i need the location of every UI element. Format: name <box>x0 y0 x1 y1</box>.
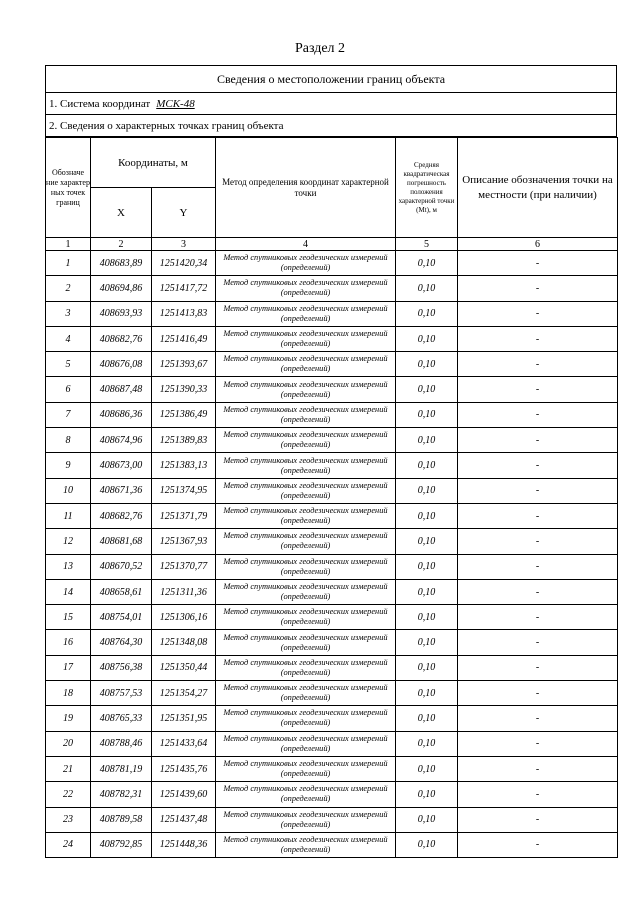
table-row <box>46 630 618 655</box>
coord-y: 1251417,72 <box>152 276 216 301</box>
description: - <box>458 655 618 680</box>
coord-x: 408782,31 <box>91 782 152 807</box>
boundary-info-table <box>45 65 617 858</box>
table-row <box>46 402 618 427</box>
description: - <box>458 807 618 832</box>
coord-x: 408754,01 <box>91 605 152 630</box>
coord-x: 408681,68 <box>91 529 152 554</box>
error-value: 0,10 <box>396 326 458 351</box>
error-value: 0,10 <box>396 453 458 478</box>
point-number: 20 <box>46 731 91 756</box>
header-y: Y <box>152 188 216 238</box>
error-value: 0,10 <box>396 681 458 706</box>
coord-x: 408694,86 <box>91 276 152 301</box>
description: - <box>458 731 618 756</box>
description: - <box>458 630 618 655</box>
description: - <box>458 453 618 478</box>
coord-x: 408671,36 <box>91 478 152 503</box>
method: Метод спутниковых геодезических измерений (определений) <box>216 655 396 680</box>
method: Метод спутниковых геодезических измерений (определений) <box>216 605 396 630</box>
coord-y: 1251420,34 <box>152 251 216 276</box>
table-row <box>46 478 618 503</box>
table-row <box>46 807 618 832</box>
method: Метод спутниковых геодезических измерений (определений) <box>216 529 396 554</box>
method: Метод спутниковых геодезических измерений (определений) <box>216 832 396 857</box>
coord-x: 408676,08 <box>91 352 152 377</box>
points-title: 2. Сведения о характерных точках границ объекта <box>46 115 617 137</box>
point-number: 23 <box>46 807 91 832</box>
description: - <box>458 251 618 276</box>
description: - <box>458 478 618 503</box>
point-number: 13 <box>46 554 91 579</box>
method: Метод спутниковых геодезических измерений (определений) <box>216 554 396 579</box>
coord-y: 1251435,76 <box>152 756 216 781</box>
error-value: 0,10 <box>396 529 458 554</box>
point-number: 1 <box>46 251 91 276</box>
point-number: 7 <box>46 402 91 427</box>
description: - <box>458 326 618 351</box>
error-value: 0,10 <box>396 352 458 377</box>
coord-y: 1251389,83 <box>152 428 216 453</box>
table-row <box>46 579 618 604</box>
description: - <box>458 503 618 528</box>
section-title: Раздел 2 <box>294 41 346 56</box>
error-value: 0,10 <box>396 731 458 756</box>
description: - <box>458 301 618 326</box>
method: Метод спутниковых геодезических измерений (определений) <box>216 503 396 528</box>
coord-y: 1251311,36 <box>152 579 216 604</box>
point-number: 12 <box>46 529 91 554</box>
method: Метод спутниковых геодезических измерений (определений) <box>216 807 396 832</box>
table-row <box>46 756 618 781</box>
error-value: 0,10 <box>396 630 458 655</box>
point-number: 17 <box>46 655 91 680</box>
table-row <box>46 352 618 377</box>
point-number: 14 <box>46 579 91 604</box>
coord-y: 1251374,95 <box>152 478 216 503</box>
table-row <box>46 301 618 326</box>
point-number: 15 <box>46 605 91 630</box>
error-value: 0,10 <box>396 377 458 402</box>
error-value: 0,10 <box>396 756 458 781</box>
table-row <box>46 782 618 807</box>
error-value: 0,10 <box>396 402 458 427</box>
coord-x: 408781,19 <box>91 756 152 781</box>
error-value: 0,10 <box>396 706 458 731</box>
point-number: 16 <box>46 630 91 655</box>
coord-y: 1251370,77 <box>152 554 216 579</box>
coord-system-value: МСК-48 <box>156 97 195 110</box>
point-number: 2 <box>46 276 91 301</box>
header-designation: Обозначе ние характер ных точек границ <box>46 138 91 238</box>
method: Метод спутниковых геодезических измерений (определений) <box>216 402 396 427</box>
point-number: 21 <box>46 756 91 781</box>
description: - <box>458 377 618 402</box>
coord-x: 408682,76 <box>91 326 152 351</box>
description: - <box>458 428 618 453</box>
description: - <box>458 681 618 706</box>
coord-y: 1251437,48 <box>152 807 216 832</box>
method: Метод спутниковых геодезических измерений (определений) <box>216 352 396 377</box>
description: - <box>458 782 618 807</box>
description: - <box>458 605 618 630</box>
header-coordinates: Координаты, м <box>91 138 216 188</box>
table-row <box>46 503 618 528</box>
table-row <box>46 276 618 301</box>
coord-system-row <box>46 93 617 115</box>
header-description: Описание обозначения точки на местности (при наличии) <box>458 138 618 238</box>
point-number: 22 <box>46 782 91 807</box>
column-number: 5 <box>396 238 458 251</box>
coord-y: 1251413,83 <box>152 301 216 326</box>
method: Метод спутниковых геодезических измерений (определений) <box>216 630 396 655</box>
table-header-block <box>45 65 617 137</box>
coord-y: 1251448,36 <box>152 832 216 857</box>
coord-x: 408686,36 <box>91 402 152 427</box>
description: - <box>458 402 618 427</box>
error-value: 0,10 <box>396 579 458 604</box>
table-row <box>46 731 618 756</box>
point-number: 19 <box>46 706 91 731</box>
method: Метод спутниковых геодезических измерений (определений) <box>216 731 396 756</box>
column-number: 3 <box>152 238 216 251</box>
method: Метод спутниковых геодезических измерений (определений) <box>216 579 396 604</box>
point-number: 11 <box>46 503 91 528</box>
coord-y: 1251306,16 <box>152 605 216 630</box>
column-numbers-row <box>46 238 618 251</box>
error-value: 0,10 <box>396 276 458 301</box>
error-value: 0,10 <box>396 605 458 630</box>
point-number: 8 <box>46 428 91 453</box>
method: Метод спутниковых геодезических измерений (определений) <box>216 453 396 478</box>
description: - <box>458 756 618 781</box>
table-row <box>46 453 618 478</box>
coord-y: 1251416,49 <box>152 326 216 351</box>
coord-x: 408765,33 <box>91 706 152 731</box>
description: - <box>458 579 618 604</box>
error-value: 0,10 <box>396 301 458 326</box>
coord-y: 1251371,79 <box>152 503 216 528</box>
method: Метод спутниковых геодезических измерений (определений) <box>216 756 396 781</box>
point-number: 3 <box>46 301 91 326</box>
coord-x: 408674,96 <box>91 428 152 453</box>
coord-x: 408756,38 <box>91 655 152 680</box>
error-value: 0,10 <box>396 428 458 453</box>
method: Метод спутниковых геодезических измерений (определений) <box>216 251 396 276</box>
method: Метод спутниковых геодезических измерений (определений) <box>216 782 396 807</box>
block-title: Сведения о местоположении границ объекта <box>46 66 617 93</box>
description: - <box>458 832 618 857</box>
coord-x: 408670,52 <box>91 554 152 579</box>
description: - <box>458 706 618 731</box>
coord-x: 408687,48 <box>91 377 152 402</box>
coord-y: 1251350,44 <box>152 655 216 680</box>
coord-y: 1251386,49 <box>152 402 216 427</box>
coord-x: 408682,76 <box>91 503 152 528</box>
column-number: 4 <box>216 238 396 251</box>
point-number: 24 <box>46 832 91 857</box>
table-row <box>46 605 618 630</box>
description: - <box>458 554 618 579</box>
description: - <box>458 276 618 301</box>
error-value: 0,10 <box>396 251 458 276</box>
coord-x: 408788,46 <box>91 731 152 756</box>
coord-x: 408673,00 <box>91 453 152 478</box>
table-row <box>46 428 618 453</box>
method: Метод спутниковых геодезических измерений (определений) <box>216 478 396 503</box>
error-value: 0,10 <box>396 832 458 857</box>
points-table <box>45 137 618 858</box>
coord-x: 408693,93 <box>91 301 152 326</box>
method: Метод спутниковых геодезических измерений (определений) <box>216 706 396 731</box>
coord-y: 1251390,33 <box>152 377 216 402</box>
point-number: 9 <box>46 453 91 478</box>
table-row <box>46 655 618 680</box>
coord-y: 1251393,67 <box>152 352 216 377</box>
point-number: 6 <box>46 377 91 402</box>
table-row <box>46 326 618 351</box>
column-number: 2 <box>91 238 152 251</box>
coord-y: 1251383,13 <box>152 453 216 478</box>
coord-x: 408792,85 <box>91 832 152 857</box>
coord-x: 408764,30 <box>91 630 152 655</box>
coord-y: 1251367,93 <box>152 529 216 554</box>
method: Метод спутниковых геодезических измерений (определений) <box>216 276 396 301</box>
coord-y: 1251433,64 <box>152 731 216 756</box>
table-row <box>46 377 618 402</box>
point-number: 10 <box>46 478 91 503</box>
header-method: Метод определения координат характерной точки <box>216 138 396 238</box>
table-row <box>46 706 618 731</box>
column-number: 1 <box>46 238 91 251</box>
header-x: X <box>91 188 152 238</box>
coord-y: 1251354,27 <box>152 681 216 706</box>
method: Метод спутниковых геодезических измерений (определений) <box>216 326 396 351</box>
table-row <box>46 832 618 857</box>
error-value: 0,10 <box>396 554 458 579</box>
header-error: Средняя квадратическая погрешность положения характерной точки (Mt), м <box>396 138 458 238</box>
method: Метод спутниковых геодезических измерений (определений) <box>216 301 396 326</box>
point-number: 18 <box>46 681 91 706</box>
coord-x: 408658,61 <box>91 579 152 604</box>
error-value: 0,10 <box>396 503 458 528</box>
table-row <box>46 554 618 579</box>
description: - <box>458 352 618 377</box>
method: Метод спутниковых геодезических измерений (определений) <box>216 377 396 402</box>
coord-y: 1251351,95 <box>152 706 216 731</box>
coord-system-label: 1. Система координат <box>49 97 151 110</box>
table-row <box>46 251 618 276</box>
method: Метод спутниковых геодезических измерений (определений) <box>216 681 396 706</box>
coord-y: 1251348,08 <box>152 630 216 655</box>
point-number: 4 <box>46 326 91 351</box>
coord-x: 408789,58 <box>91 807 152 832</box>
column-number: 6 <box>458 238 618 251</box>
coord-x: 408757,53 <box>91 681 152 706</box>
point-number: 5 <box>46 352 91 377</box>
error-value: 0,10 <box>396 807 458 832</box>
error-value: 0,10 <box>396 655 458 680</box>
table-row <box>46 681 618 706</box>
error-value: 0,10 <box>396 782 458 807</box>
table-row <box>46 529 618 554</box>
error-value: 0,10 <box>396 478 458 503</box>
description: - <box>458 529 618 554</box>
coord-x: 408683,89 <box>91 251 152 276</box>
coord-y: 1251439,60 <box>152 782 216 807</box>
method: Метод спутниковых геодезических измерений (определений) <box>216 428 396 453</box>
